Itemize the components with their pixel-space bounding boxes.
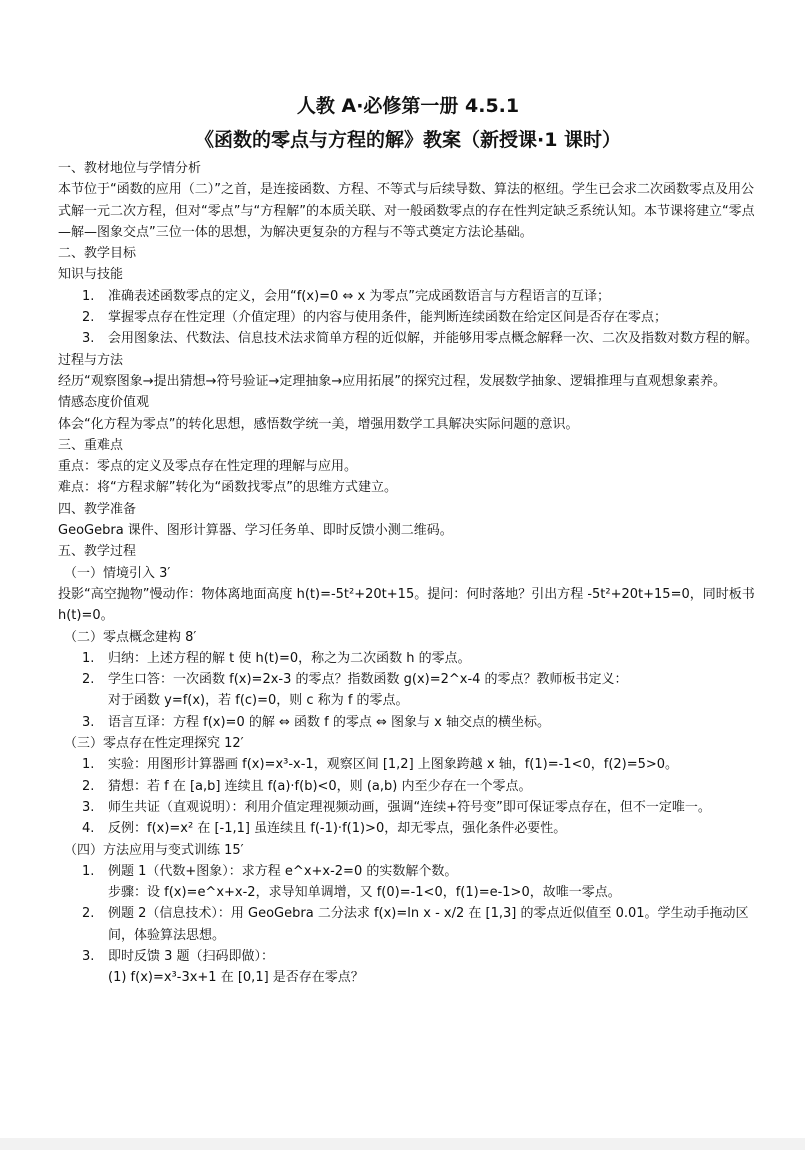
paragraph: 体会“化方程为零点”的转化思想，感悟数学统一美，增强用数学工具解决实际问题的意识。: [58, 416, 579, 432]
paragraph: 难点：将“方程求解”转化为“函数找零点”的思维方式建立。: [58, 480, 397, 496]
paragraph: 本节位于“函数的应用（二）”之首，是连接函数、方程、不等式与后续导数、算法的枢纽。学生已会求二次函数零点及用公式解一元二次方程，但对“零点”与“方程解”的本质关联、对一般函数零点的存在性判定缺乏系统认知。本节课将建立“零点—解—图象交点”三位一体的思想，为解决更复杂的方程与不等式奠定方法论基础。: [58, 182, 755, 240]
list-item: [58, 307, 758, 328]
list-number: 2.: [82, 906, 95, 922]
list-number: 3.: [82, 799, 95, 815]
list-number: 3.: [82, 948, 95, 964]
list-item: [58, 946, 758, 989]
list-item: [58, 818, 758, 839]
document-body: [58, 92, 758, 989]
list-text: 准确表述函数零点的定义，会用“f(x)=0 ⇔ x 为零点”完成函数语言与方程语言的互译；: [108, 288, 611, 304]
list-number: 1.: [82, 757, 95, 773]
list-number: 3.: [82, 714, 95, 730]
list-item: [58, 754, 758, 775]
document-title: 人教 A·必修第一册 4.5.1: [296, 95, 520, 117]
list-item: [58, 669, 758, 712]
list-text: 例题 1（代数+图象）：求方程 e^x+x-2=0 的实数解个数。: [108, 863, 458, 879]
subsection-heading: 情感态度价值观: [58, 395, 150, 411]
paragraph: 重点：零点的定义及零点存在性定理的理解与应用。: [58, 459, 358, 475]
list-text: 会用图象法、代数法、信息技术法求简单方程的近似解，并能够用零点概念解释一次、二次及指数对数方程的解。: [108, 331, 759, 347]
list-number: 2.: [82, 310, 95, 326]
list-item: [58, 903, 758, 946]
list-subtext: (1) f(x)=x³-3x+1 在 [0,1] 是否存在零点？: [108, 970, 364, 986]
numbered-list: [58, 754, 758, 839]
subsection-heading: 过程与方法: [58, 352, 124, 368]
section-heading: 三、重难点: [58, 437, 124, 453]
numbered-list: [58, 648, 758, 733]
list-text: 即时反馈 3 题（扫码即做）：: [108, 948, 275, 964]
list-number: 2.: [82, 778, 95, 794]
list-text: 语言互译：方程 f(x)=0 的解 ⇔ 函数 f 的零点 ⇔ 图象与 x 轴交点的横坐标。: [108, 714, 550, 730]
list-number: 3.: [82, 331, 95, 347]
paragraph: GeoGebra 课件、图形计算器、学习任务单、即时反馈小测二维码。: [58, 523, 453, 539]
list-number: 4.: [82, 821, 95, 837]
list-number: 2.: [82, 672, 95, 688]
section-heading: 二、教学目标: [58, 246, 137, 262]
subsection-heading: 知识与技能: [58, 267, 124, 283]
list-item: [58, 328, 758, 349]
list-text: 师生共证（直观说明）：利用介值定理视频动画，强调“连续+符号变”即可保证零点存在，但不一定唯一。: [108, 799, 711, 815]
section-heading: 四、教学准备: [58, 501, 137, 517]
subsection-heading: （四）方法应用与变式训练 15′: [64, 842, 244, 858]
list-text: 例题 2（信息技术）：用 GeoGebra 二分法求 f(x)=ln x - x/2 在 [1,3] 的零点近似值至 0.01。学生动手拖动区间，体验算法思想。: [108, 906, 749, 943]
subsection-heading: （二）零点概念建构 8′: [64, 629, 197, 645]
list-text: 实验：用图形计算器画 f(x)=x³-x-1，观察区间 [1,2] 上图象跨越 x 轴，f(1)=-1<0，f(2)=5>0。: [108, 757, 679, 773]
section-heading: 五、教学过程: [58, 544, 137, 560]
list-item: [58, 648, 758, 669]
subsection-heading: （三）零点存在性定理探究 12′: [64, 736, 244, 752]
list-item: [58, 712, 758, 733]
list-text: 反例：f(x)=x² 在 [-1,1] 虽连续且 f(-1)·f(1)>0，却无零点，强化条件必要性。: [108, 821, 567, 837]
section-heading: 一、教材地位与学情分析: [58, 161, 202, 176]
list-number: 1.: [82, 650, 95, 666]
list-text: 掌握零点存在性定理（介值定理）的内容与使用条件，能判断连续函数在给定区间是否存在零点；: [108, 310, 668, 326]
document-subtitle: 《函数的零点与方程的解》教案（新授课·1 课时）: [194, 129, 622, 151]
list-item: [58, 797, 758, 818]
list-item: [58, 286, 758, 307]
list-text: 归纳：上述方程的解 t 使 h(t)=0，称之为二次函数 h 的零点。: [108, 650, 471, 666]
list-number: 1.: [82, 863, 95, 879]
numbered-list: [58, 861, 758, 989]
paragraph: 投影“高空抛物”慢动作：物体离地面高度 h(t)=-5t²+20t+15。提问：何时落地？引出方程 -5t²+20t+15=0，同时板书 h(t)=0。: [58, 586, 755, 624]
list-subtext: 对于函数 y=f(x)，若 f(c)=0，则 c 称为 f 的零点。: [108, 693, 409, 709]
list-subtext: 步骤：设 f(x)=e^x+x-2，求导知单调增，又 f(0)=-1<0，f(1)=e-1>0，故唯一零点。: [108, 885, 621, 901]
numbered-list: [58, 286, 758, 350]
list-text: 猜想：若 f 在 [a,b] 连续且 f(a)·f(b)<0，则 (a,b) 内至少存在一个零点。: [108, 778, 532, 794]
subsection-heading: （一）情境引入 3′: [64, 565, 171, 581]
list-item: [58, 861, 758, 904]
paragraph: 经历“观察图象→提出猜想→符号验证→定理抽象→应用拓展”的探究过程，发展数学抽象、逻辑推理与直观想象素养。: [58, 373, 727, 389]
list-text: 学生口答：一次函数 f(x)=2x-3 的零点？指数函数 g(x)=2^x-4 的零点？教师板书定义：: [108, 672, 628, 688]
list-number: 1.: [82, 288, 95, 304]
list-item: [58, 776, 758, 797]
